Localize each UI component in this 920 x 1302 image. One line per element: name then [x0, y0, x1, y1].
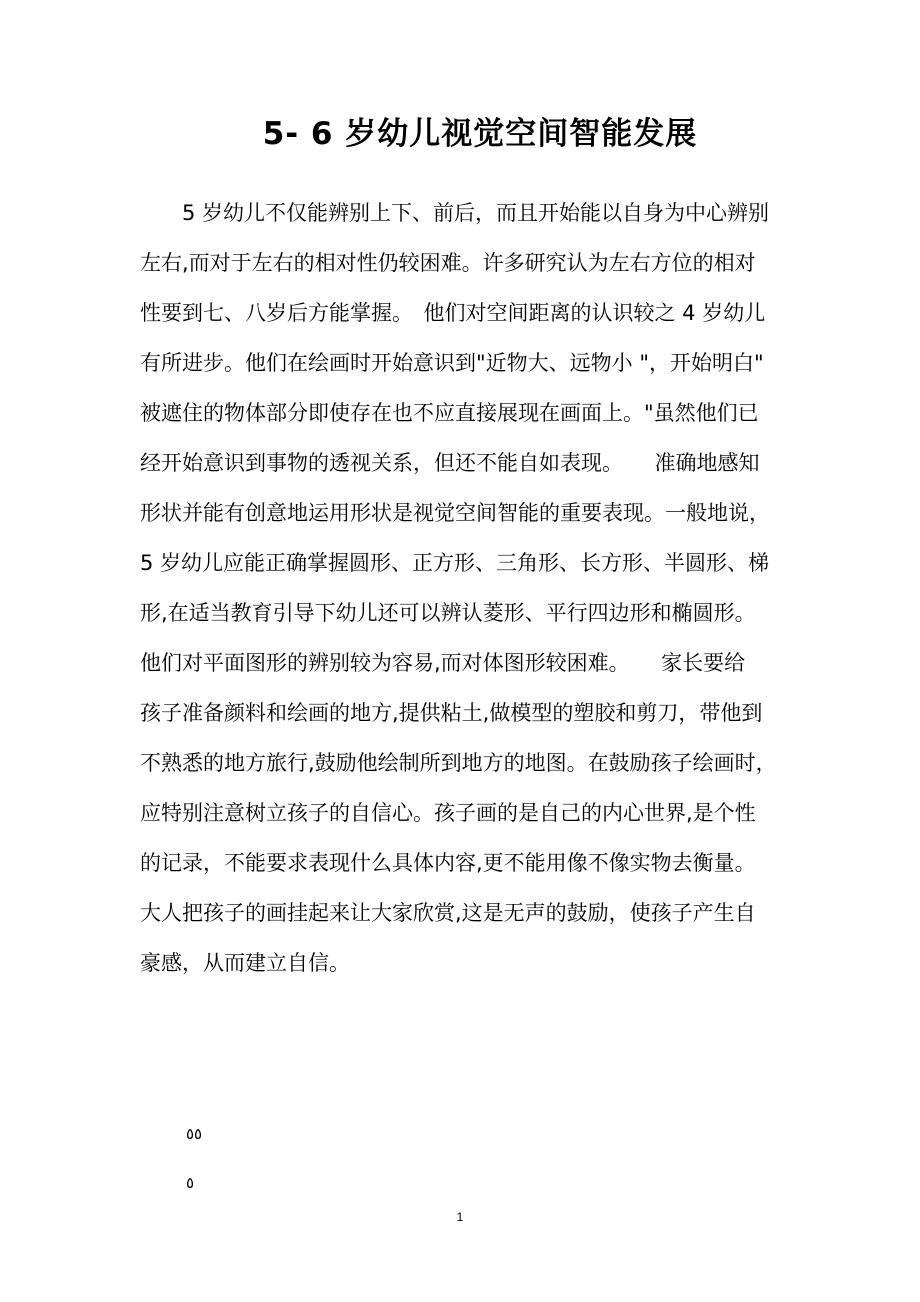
- body-line: 不熟悉的地方旅行,鼓励他绘制所到地方的地图。在鼓励孩子绘画时，: [140, 751, 777, 775]
- body-line: 性要到七、八岁后方能掌握。 他们对空间距离的认识较之 4 岁幼儿: [140, 301, 766, 325]
- body-line: 经开始意识到事物的透视关系，但还不能自如表现。 准确地感知: [140, 451, 760, 475]
- body-line: 孩子准备颜料和绘画的地方,提供粘土,做模型的塑胶和剪刀，带他到: [140, 701, 763, 725]
- body-line: 左右,而对于左右的相对性仍较困难。许多研究认为左右方位的相对: [140, 251, 756, 275]
- body-line: 形,在适当教育引导下幼儿还可以辨认菱形、平行四边形和椭圆形。: [140, 601, 756, 625]
- body-line: 5 岁幼儿应能正确掌握圆形、正方形、三角形、长方形、半圆形、梯: [140, 551, 770, 575]
- body-line: 有所进步。他们在绘画时开始意识到"近物大、远物小 "，开始明白": [140, 351, 764, 375]
- body-line: 被遮住的物体部分即使存在也不应直接展现在画面上。"虽然他们已: [140, 401, 759, 425]
- body-line: 形状并能有创意地运用形状是视觉空间智能的重要表现。一般地说，: [140, 501, 770, 525]
- stray-mark: ٥٥: [186, 1125, 203, 1143]
- page-number: 1: [456, 1210, 464, 1224]
- body-line: 他们对平面图形的辨别较为容易,而对体图形较困难。 家长要给: [140, 651, 746, 675]
- body-line: 5 岁幼儿不仅能辨别上下、前后，而且开始能以自身为中心辨别: [140, 201, 770, 225]
- stray-mark: ٥: [186, 1174, 195, 1192]
- body-line: 应特别注意树立孩子的自信心。孩子画的是自己的内心世界,是个性: [140, 801, 756, 825]
- body-line: 的记录，不能要求表现什么具体内容,更不能用像不像实物去衡量。: [140, 851, 756, 875]
- document-title: 5- 6 岁幼儿视觉空间智能发展: [262, 116, 698, 152]
- body-line: 大人把孩子的画挂起来让大家欣赏,这是无声的鼓励，使孩子产生自: [140, 901, 756, 925]
- body-line: 豪感，从而建立自信。: [140, 951, 350, 975]
- body-paragraph: [140, 188, 788, 988]
